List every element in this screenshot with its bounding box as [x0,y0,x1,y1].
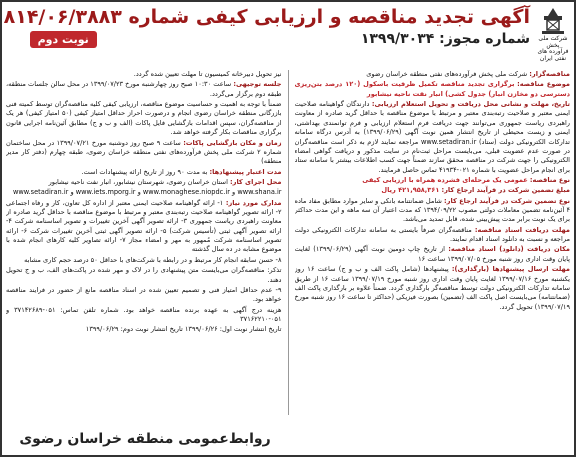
license-number: شماره مجوز: ۱۳۹۹/۳۰۳۴ [360,31,530,48]
header [3,6,570,66]
paragraph-guarantee-amount: مبلغ تضمین شرکت در فرآیند ارجاع کار: ۴۲۱,۹۵۸,۳۶۱ ریال [381,186,570,195]
paragraph-tenderer: مناقصه‌گزار: شرکت ملی پخش فرآورده‌های نفتی منطقه خراسان رضوی [366,70,570,78]
paragraph-evaluation: ضمناً با توجه به اهمیت و حساسیت موضوع مناقصه، ارزیابی کیفی کلیه مناقصه‌گران توسط کمیته فنی بازرگانی منطقه خراسان رضوی انجام و درصورت احراز حداقل امتیاز کیفی (۵۰ امتیاز کیفی) هر یک از مناقصه‌گران، سپس اقدامات بازگشایی فایل پاکات (الف و ب و ج) مطابق آئین‌نامه اجرایی قانون برگزاری مناقصات بکار گرفته خواهد شد. [6,100,282,137]
paragraph-download: مکان دریافت (دانلود) اسناد مناقصه: از تاریخ چاپ دومین نوبت آگهی (۱۳۹۹/۰۶/۲۹) لغایت پایان وقت اداری روز شنبه مورخ ۱۳۹۹/۰۷/۰۵ ساعت ۱۶ [294,245,570,263]
paragraph-minimum-score: ۹- عدم حداقل امتیاز فنی و تصمیم تعیین شده در اسناد مناقصه مانع از حضور در فرایند مناقصه خواهد بود. [6,285,282,304]
content-columns [6,70,570,415]
paragraph-opening: زمان و مکان بازگشایی پاکات: ساعت ۹ صبح روز دوشنبه مورخ ۱۳۹۹/۰۷/۲۱ در محل ساختمان شماره ۲ شرکت ملی پخش فرآورده‌های نفتی منطقه خراسان رضوی، طبقه چهارم (دفتر کار مدیر منطقه) [6,138,282,166]
column-divider [288,70,289,415]
title-area [4,6,530,48]
paragraph-history: ۸- حسن سابقه انجام کار مرتبط و در رابطه با شرکت‌های با حداقل ۵۰ درصد حجم کاری مشابه [24,255,282,264]
paragraph-guarantee-type: نوع تضمین شرکت در فرآیند ارجاع کار: شامل ضمانتنامه بانکی و سایر موارد مطابق مفاد ماده ۴ آئین‌نامه تضمین معاملات دولتی مصوب ۱۳۹۴/۰۹/۲۲ که مدت اعتبار آن سه ماهه و این مدت حداکثر برای یک نوبت برابر مدت پیش‌بینی شده، قابل تمدید می‌باشد. [294,196,570,224]
paragraph-submission: مهلت ارسال پیشنهادها (بارگذاری): پیشنهادها (شامل پاکت الف و ب و ج) ساعت ۱۶ روز یکشنبه مورخ ۱۳۹۹/۰۷/۱۶ لغایت پایان وقت اداری روز شنبه مورخ ۱۳۹۹/۰۷/۱۹ ساعت ۱۶ از طریق سامانه تدارکات الکترونیکی دولت توسط مناقصه‌گر بارگذاری گردد. ضمناً علاوه بر بارگذاری پاکت الف (ضمانتنامه) می‌بایست اصل پاکت الف (تضمین) بصورت فیزیکی (حداکثر تا ساعت ۱۶ روز شنبه مورخ ۱۳۹۹/۰۷/۱۹) تحویل گردد. [294,265,570,311]
paragraph-contact: هزینه درج آگهی به عهده برنده مناقصه خواهد بود. شماره تلفن تماس: ۰۵۱-۳۷۱۴۲۶۸۹ و ۰۵۱-۳۷۱۶۲۲۱۰ [6,305,282,323]
paragraph-delivery: نیز تحویل دبیرخانه کمیسیون تا مهلت تعیین شده گردد. [133,70,282,78]
oil-company-logo-icon [536,6,570,36]
left-column [6,70,282,415]
company-logo [536,6,570,62]
paragraph-publish-dates: تاریخ انتشار نوبت اول: ۱۳۹۹/۰۶/۲۶ تاریخ انتشار نوبت دوم: ۱۳۹۹/۰۶/۲۹ [85,325,282,334]
page-title: آگهی تجدید مناقصه و ارزیابی کیفی شماره ۸۱۴/۰۶/۳۸۸۳ [3,6,530,28]
paragraph-subject: موضوع مناقصه: برگزاری تجدید مناقصه تکمیل ظرفیت باسکول (۱۲۰ درصد بتن‌ریزی دسترسی دو مخازن انبار) جدول کشی) انبار نفت ناحیه نیشابور [294,80,570,98]
logo-caption: شرکت ملی پخش فرآورده های نفتی ایران [537,35,569,62]
paragraph-validity: مدت اعتبار پیشنهادها: به مدت ۹۰ روز از تاریخ ارائه پیشنهادات است. [81,167,282,176]
paragraph-websites: www.setadiran.ir و www.iets.mporg.ir و www.monaghese.niopdc.ir و www.shana.ir [13,188,282,197]
paragraph-inquiry: تاریخ، مهلت و نشانی محل دریافت و تحویل استعلام ارزیابی: دارندگان گواهینامه صلاحیت ایمنی معتبر و صلاحیت رتبه‌بندی معتبر و مرتبط با موضوع مناقصه با حداقل گرید صادره از معاونت راهبردی ریاست جمهوری می‌توانند جهت دریافت فرم استعلام ارزیابی و فرم توانمندی بهداشتی، ایمنی و زیست محیطی از تاریخ انتشار همین نوبت آگهی (۱۳۹۹/۰۶/۲۹) به آدرس درگاه سامانه تدارکات الکترونیکی دولت (ستاد) www.setadiran.ir مراجعه نمایند لازم به ذکر است مناقصه‌گران در صورت عدم عضویت قبلی، می‌بایست مراحل ثبت‌نام در سایت مذکور و دریافت گواهی امضاء الکترونیکی را جهت شرکت در مناقصه محقق سازند ضمناً جهت کسب اطلاعات بیشتر با سامانه ستاد برای انجام مراحل عضویت با شماره ۰۲۱-۴۱۹۳۴ تماس حاصل فرمایند. [294,100,570,174]
paragraph-briefing: جلسه توجیهی: ساعت ۱۰:۳۰ صبح روز چهارشنبه مورخ ۱۳۹۹/۰۷/۲۳ در محل سالن جلسات منطقه، طبقه دوم برگزار می‌گردد. [6,80,282,98]
public-relations-footer: روابط‌عمومی منطقه خراسان رضوی [19,431,271,447]
paragraph-required-docs: مدارک مورد نیاز: ۱- ارائه گواهینامه صلاحیت ایمنی معتبر از اداره کل تعاون، کار و رفاه اجتماعی ۲- ارائه تصویر گواهینامه صلاحیت رتبه‌بندی معتبر و مرتبط با موضوع مناقصه با حداقل گرید صادره از معاونت راهبردی ریاست جمهوری ۳- ارائه تصویر آگهی آخرین تغییرات و تصویر اساسنامه شرکت ۴- ارائه تصویر آگهی ثبتی (تأسیس شرکت) ۵- ارائه تصویر آگهی ثبتی آخرین تغییرات شرکت ۶- ارائه تصویر اساسنامه شرکت مُمهور به مهر و امضاء مجاز ۷- ارائه تصاویر کلیه کارهای انجام شده با موضوع مشابه در ده سال گذشته [6,198,282,254]
paragraph-tender-type: نوع مناقصه: عمومی یک مرحله‌ای فشرده همراه با ارزیابی کیفی [362,175,570,184]
second-round-badge: نوبت دوم [30,31,97,48]
paragraph-note: تذکر: مناقصه‌گران می‌بایست متن پیشنهادی را در لاک و مهر شده در پاکت‌های الف، ب و ج تحویل دهند. [6,266,282,284]
paragraph-location: محل اجرای کار: استان خراسان رضوی، شهرستان نیشابور، انبار نفت ناحیه نیشابور [48,177,282,186]
right-column [295,70,571,415]
paragraph-document-deadline: مهلت دریافت اسناد مناقصه: مناقصه‌گران صرفاً بایستی به سامانه تدارکات الکترونیکی دولت مراجعه و نسبت به دانلود اسناد اقدام نمایند. [294,225,570,244]
